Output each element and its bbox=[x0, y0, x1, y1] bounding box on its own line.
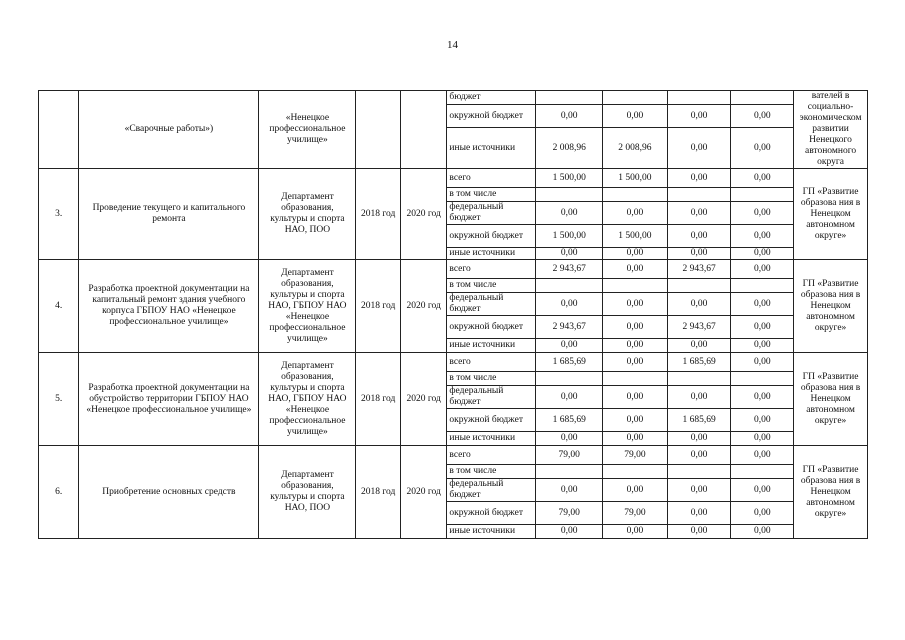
value-year-2020: 0,00 bbox=[731, 248, 794, 260]
value-year-2020: 0,00 bbox=[731, 353, 794, 372]
value-year-2019: 0,00 bbox=[667, 479, 731, 502]
value-year-2019: 0,00 bbox=[667, 525, 731, 539]
value-year-2018: 79,00 bbox=[603, 502, 668, 525]
value-year-2020: 0,00 bbox=[731, 169, 794, 188]
start-year: 2018 год bbox=[356, 353, 400, 446]
value-year-2019 bbox=[667, 279, 731, 293]
start-year bbox=[356, 91, 400, 169]
measure-name: Разработка проектной документации на обустройство территории ГБПОУ НАО «Ненецкое профессиональное училище» bbox=[79, 353, 259, 446]
value-total: 1 500,00 bbox=[536, 225, 603, 248]
value-year-2018 bbox=[603, 465, 668, 479]
value-year-2020: 0,00 bbox=[731, 386, 794, 409]
table-row bbox=[39, 260, 868, 279]
page-number: 14 bbox=[447, 39, 458, 51]
table-row bbox=[39, 169, 868, 188]
measure-name: Разработка проектной документации на капитальный ремонт здания учебного корпуса ГБПОУ НАО «Ненецкое профессиональное училище» bbox=[79, 260, 259, 353]
value-year-2018: 79,00 bbox=[603, 446, 668, 465]
funding-source: федеральный бюджет bbox=[447, 479, 536, 502]
value-year-2019: 1 685,69 bbox=[667, 409, 731, 432]
value-year-2019: 2 943,67 bbox=[667, 316, 731, 339]
state-program: ГП «Развитие образова ния в Ненецком автономном округе» bbox=[794, 260, 868, 353]
start-year: 2018 год bbox=[356, 260, 400, 353]
value-year-2019: 0,00 bbox=[667, 446, 731, 465]
value-year-2019: 0,00 bbox=[667, 248, 731, 260]
value-year-2018 bbox=[603, 188, 668, 202]
value-year-2018: 2 008,96 bbox=[603, 128, 668, 169]
value-year-2020: 0,00 bbox=[731, 260, 794, 279]
value-total: 79,00 bbox=[536, 502, 603, 525]
funding-source: окружной бюджет bbox=[447, 225, 536, 248]
executor: Департамент образования, культуры и спорта НАО, ПОО bbox=[259, 446, 356, 539]
value-year-2020: 0,00 bbox=[731, 409, 794, 432]
value-year-2019: 0,00 bbox=[667, 169, 731, 188]
end-year bbox=[400, 91, 447, 169]
value-year-2018: 0,00 bbox=[603, 105, 668, 128]
table-row bbox=[39, 353, 868, 372]
value-total: 0,00 bbox=[536, 525, 603, 539]
value-total: 0,00 bbox=[536, 479, 603, 502]
funding-source: в том числе bbox=[447, 279, 536, 293]
value-total: 2 943,67 bbox=[536, 316, 603, 339]
value-total: 1 685,69 bbox=[536, 409, 603, 432]
executor: Департамент образования, культуры и спорта НАО, ПОО bbox=[259, 169, 356, 260]
value-year-2018: 0,00 bbox=[603, 409, 668, 432]
item-number-cell bbox=[39, 91, 79, 169]
value-total: 79,00 bbox=[536, 446, 603, 465]
funding-source: всего bbox=[447, 169, 536, 188]
item-number: 3. bbox=[39, 169, 79, 260]
value-year-2018: 0,00 bbox=[603, 293, 668, 316]
value-year-2018: 0,00 bbox=[603, 339, 668, 353]
value-year-2018 bbox=[603, 91, 668, 105]
value-year-2020: 0,00 bbox=[731, 339, 794, 353]
funding-source: всего bbox=[447, 260, 536, 279]
funding-source: федеральный бюджет bbox=[447, 293, 536, 316]
value-year-2020: 0,00 bbox=[731, 525, 794, 539]
state-program: вателей в социально-экономическом развитии Ненецкого автономного округа bbox=[794, 91, 868, 169]
end-year: 2020 год bbox=[400, 169, 447, 260]
funding-source: бюджет bbox=[447, 91, 536, 105]
value-year-2020 bbox=[731, 279, 794, 293]
value-year-2020 bbox=[731, 372, 794, 386]
funding-source: в том числе bbox=[447, 465, 536, 479]
funding-table bbox=[38, 90, 868, 539]
item-number: 5. bbox=[39, 353, 79, 446]
value-total: 0,00 bbox=[536, 386, 603, 409]
value-total bbox=[536, 279, 603, 293]
value-year-2018: 0,00 bbox=[603, 386, 668, 409]
value-year-2018 bbox=[603, 279, 668, 293]
value-year-2018 bbox=[603, 372, 668, 386]
value-year-2019: 1 685,69 bbox=[667, 353, 731, 372]
value-year-2019: 0,00 bbox=[667, 225, 731, 248]
value-total: 0,00 bbox=[536, 105, 603, 128]
value-total: 0,00 bbox=[536, 432, 603, 446]
executor: Департамент образования, культуры и спорта НАО, ГБПОУ НАО «Ненецкое профессиональное училище» bbox=[259, 353, 356, 446]
funding-source: в том числе bbox=[447, 188, 536, 202]
value-year-2020: 0,00 bbox=[731, 128, 794, 169]
funding-source: федеральный бюджет bbox=[447, 202, 536, 225]
value-year-2020: 0,00 bbox=[731, 293, 794, 316]
value-year-2020 bbox=[731, 465, 794, 479]
start-year: 2018 год bbox=[356, 169, 400, 260]
value-total bbox=[536, 465, 603, 479]
value-year-2019 bbox=[667, 372, 731, 386]
value-year-2018: 0,00 bbox=[603, 316, 668, 339]
table-row bbox=[39, 91, 868, 105]
value-year-2020: 0,00 bbox=[731, 479, 794, 502]
value-total: 1 685,69 bbox=[536, 353, 603, 372]
funding-source: иные источники bbox=[447, 339, 536, 353]
value-year-2018: 0,00 bbox=[603, 248, 668, 260]
funding-source: иные источники bbox=[447, 128, 536, 169]
value-year-2019 bbox=[667, 465, 731, 479]
executor: Департамент образования, культуры и спорта НАО, ГБПОУ НАО «Ненецкое профессиональное училище» bbox=[259, 260, 356, 353]
value-year-2019: 2 943,67 bbox=[667, 260, 731, 279]
value-year-2019 bbox=[667, 188, 731, 202]
value-total: 1 500,00 bbox=[536, 169, 603, 188]
end-year: 2020 год bbox=[400, 446, 447, 539]
value-year-2018: 1 500,00 bbox=[603, 225, 668, 248]
value-year-2018: 0,00 bbox=[603, 525, 668, 539]
value-year-2020: 0,00 bbox=[731, 502, 794, 525]
value-year-2018: 0,00 bbox=[603, 260, 668, 279]
value-year-2019: 0,00 bbox=[667, 128, 731, 169]
end-year: 2020 год bbox=[400, 260, 447, 353]
value-year-2020: 0,00 bbox=[731, 316, 794, 339]
state-program: ГП «Развитие образова ния в Ненецком автономном округе» bbox=[794, 169, 868, 260]
table-row bbox=[39, 446, 868, 465]
funding-source: окружной бюджет bbox=[447, 502, 536, 525]
value-total: 0,00 bbox=[536, 248, 603, 260]
value-total: 2 943,67 bbox=[536, 260, 603, 279]
item-number: 6. bbox=[39, 446, 79, 539]
value-year-2020 bbox=[731, 91, 794, 105]
value-year-2020: 0,00 bbox=[731, 446, 794, 465]
funding-source: в том числе bbox=[447, 372, 536, 386]
value-year-2019 bbox=[667, 91, 731, 105]
funding-source: иные источники bbox=[447, 248, 536, 260]
measure-name: Проведение текущего и капитального ремонта bbox=[79, 169, 259, 260]
value-year-2018: 0,00 bbox=[603, 202, 668, 225]
value-total: 2 008,96 bbox=[536, 128, 603, 169]
value-year-2020: 0,00 bbox=[731, 432, 794, 446]
funding-source: федеральный бюджет bbox=[447, 386, 536, 409]
state-program: ГП «Развитие образова ния в Ненецком автономном округе» bbox=[794, 353, 868, 446]
value-year-2019: 0,00 bbox=[667, 502, 731, 525]
value-year-2020: 0,00 bbox=[731, 105, 794, 128]
value-total: 0,00 bbox=[536, 293, 603, 316]
funding-source: окружной бюджет bbox=[447, 105, 536, 128]
value-year-2019: 0,00 bbox=[667, 105, 731, 128]
value-year-2019: 0,00 bbox=[667, 339, 731, 353]
item-number: 4. bbox=[39, 260, 79, 353]
value-year-2019: 0,00 bbox=[667, 386, 731, 409]
value-year-2020: 0,00 bbox=[731, 225, 794, 248]
funding-source: иные источники bbox=[447, 525, 536, 539]
value-year-2020: 0,00 bbox=[731, 202, 794, 225]
state-program: ГП «Развитие образова ния в Ненецком автономном округе» bbox=[794, 446, 868, 539]
funding-source: окружной бюджет bbox=[447, 316, 536, 339]
funding-source: иные источники bbox=[447, 432, 536, 446]
value-year-2018: 0,00 bbox=[603, 353, 668, 372]
value-year-2018: 0,00 bbox=[603, 432, 668, 446]
value-total bbox=[536, 188, 603, 202]
funding-source: окружной бюджет bbox=[447, 409, 536, 432]
funding-source: всего bbox=[447, 446, 536, 465]
measure-name: Приобретение основных средств bbox=[79, 446, 259, 539]
value-total bbox=[536, 91, 603, 105]
value-year-2019: 0,00 bbox=[667, 293, 731, 316]
value-total bbox=[536, 372, 603, 386]
value-year-2019: 0,00 bbox=[667, 432, 731, 446]
value-total: 0,00 bbox=[536, 339, 603, 353]
value-year-2018: 0,00 bbox=[603, 479, 668, 502]
value-year-2020 bbox=[731, 188, 794, 202]
value-year-2018: 1 500,00 bbox=[603, 169, 668, 188]
value-year-2019: 0,00 bbox=[667, 202, 731, 225]
start-year: 2018 год bbox=[356, 446, 400, 539]
measure-name: «Сварочные работы») bbox=[79, 91, 259, 169]
executor: «Ненецкое профессиональное училище» bbox=[259, 91, 356, 169]
funding-source: всего bbox=[447, 353, 536, 372]
value-total: 0,00 bbox=[536, 202, 603, 225]
end-year: 2020 год bbox=[400, 353, 447, 446]
